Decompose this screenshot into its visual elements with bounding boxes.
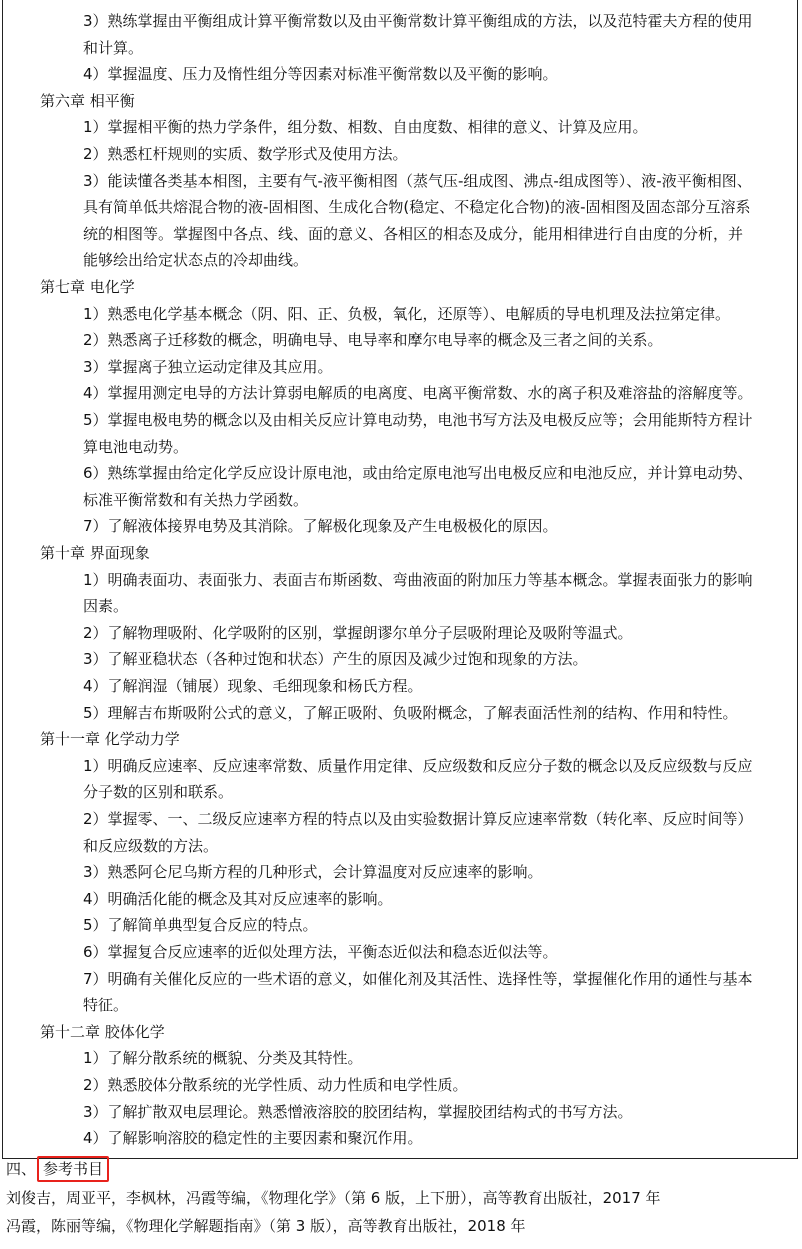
- chapter-heading: 第十章 界面现象: [40, 544, 150, 562]
- syllabus-item: 3）熟练掌握由平衡组成计算平衡常数以及由平衡常数计算平衡组成的方法，以及范特霍夫方程的使用: [83, 12, 753, 30]
- syllabus-item-continuation: 和计算。: [83, 38, 144, 57]
- syllabus-item: 4）掌握温度、压力及惰性组分等因素对标准平衡常数以及平衡的影响。: [83, 65, 558, 84]
- syllabus-item: 2）熟悉胶体分散系统的光学性质、动力性质和电学性质。: [83, 1076, 468, 1094]
- syllabus-item: 6）掌握复合反应速率的近似处理方法，平衡态近似法和稳态近似法等。: [83, 943, 558, 961]
- syllabus-item: 1）熟悉电化学基本概念（阴、阳、正、负极，氧化，还原等）、电解质的导电机理及法拉第定律。: [83, 304, 731, 323]
- syllabus-item: 1）明确表面功、表面张力、表面吉布斯函数、弯曲液面的附加压力等基本概念。掌握表面张力的影响: [83, 570, 753, 589]
- syllabus-item: 4）明确活化能的概念及其对反应速率的影响。: [83, 889, 393, 908]
- syllabus-item: 2）了解物理吸附、化学吸附的区别，掌握朗谬尔单分子层吸附理论及吸附等温式。: [83, 623, 633, 642]
- syllabus-item-continuation: 特征。: [83, 996, 129, 1015]
- syllabus-item: 3）能读懂各类基本相图，主要有气-液平衡相图（蒸气压-组成图、沸点-组成图等）、液-液平衡相图、: [83, 171, 752, 190]
- reference-item: 冯霞，陈丽等编，《物理化学解题指南》（第 3 版），高等教育出版社，2018 年: [6, 1217, 526, 1235]
- section-number: 四、: [6, 1160, 37, 1178]
- syllabus-item-continuation: 因素。: [83, 597, 129, 616]
- chapter-heading: 第十一章 化学动力学: [40, 730, 180, 749]
- syllabus-item-continuation: 能够绘出给定状态点的冷却曲线。: [83, 251, 309, 270]
- syllabus-item-continuation: 算电池电动势。: [83, 437, 189, 456]
- syllabus-item: 5）理解吉布斯吸附公式的意义，了解正吸附、负吸附概念，了解表面活性剂的结构、作用和特性。: [83, 703, 738, 722]
- syllabus-item: 1）了解分散系统的概貌、分类及其特性。: [83, 1049, 363, 1068]
- syllabus-item: 2）熟悉杠杆规则的实质、数学形式及使用方法。: [83, 145, 408, 163]
- syllabus-item-continuation: 具有简单低共熔混合物的液-固相图、生成化合物(稳定、不稳定化合物)的液-固相图及固态部分互溶系: [83, 198, 751, 217]
- syllabus-item: 6）熟练掌握由给定化学反应设计原电池，或由给定原电池写出电极反应和电池反应，并计算电动势、: [83, 464, 753, 483]
- syllabus-item: 3）掌握离子独立运动定律及其应用。: [83, 357, 333, 376]
- reference-item: 刘俊吉，周亚平，李枫林，冯霞等编，《物理化学》（第 6 版，上下册），高等教育出版社，2017 年: [6, 1189, 661, 1207]
- section-heading: [6, 1156, 109, 1183]
- chapter-heading: 第七章 电化学: [40, 278, 135, 296]
- syllabus-item: 1）掌握相平衡的热力学条件，组分数、相数、自由度数、相律的意义、计算及应用。: [83, 118, 648, 137]
- syllabus-item: 5）了解简单典型复合反应的特点。: [83, 916, 318, 935]
- section-title-highlighted: 参考书目: [37, 1156, 109, 1182]
- syllabus-item: 2）熟悉离子迁移数的概念，明确电导、电导率和摩尔电导率的概念及三者之间的关系。: [83, 331, 663, 350]
- syllabus-item: 3）熟悉阿仑尼乌斯方程的几种形式，会计算温度对反应速率的影响。: [83, 863, 543, 882]
- syllabus-item-continuation: 和反应级数的方法。: [83, 836, 219, 855]
- syllabus-item-continuation: 标准平衡常数和有关热力学函数。: [83, 490, 309, 509]
- syllabus-item: 4）了解影响溶胶的稳定性的主要因素和聚沉作用。: [83, 1129, 423, 1148]
- syllabus-item: 3）了解亚稳状态（各种过饱和状态）产生的原因及减少过饱和现象的方法。: [83, 650, 588, 669]
- syllabus-item: 5）掌握电极电势的概念以及由相关反应计算电动势，电池书写方法及电极反应等；会用能斯特方程计: [83, 411, 753, 429]
- syllabus-item-continuation: 分子数的区别和联系。: [83, 783, 234, 802]
- syllabus-item: 7）明确有关催化反应的一些术语的意义，如催化剂及其活性、选择性等，掌握催化作用的通性与基本: [83, 969, 753, 988]
- chapter-heading: 第十二章 胶体化学: [40, 1022, 165, 1041]
- syllabus-item: 3）了解扩散双电层理论。熟悉憎液溶胶的胶团结构，掌握胶团结构式的书写方法。: [83, 1102, 633, 1121]
- syllabus-item: 4）掌握用测定电导的方法计算弱电解质的电离度、电离平衡常数、水的离子积及难溶盐的溶解度等。: [83, 384, 753, 403]
- syllabus-item: 2）掌握零、一、二级反应速率方程的特点以及由实验数据计算反应速率常数（转化率、反应时间等）: [83, 810, 753, 828]
- syllabus-item: 7）了解液体接界电势及其消除。了解极化现象及产生电极极化的原因。: [83, 517, 558, 536]
- syllabus-item-continuation: 统的相图等。掌握图中各点、线、面的意义、各相区的相态及成分，能用相律进行自由度的分析，并: [83, 224, 744, 243]
- syllabus-item: 4）了解润湿（铺展）现象、毛细现象和杨氏方程。: [83, 677, 423, 695]
- chapter-heading: 第六章 相平衡: [40, 91, 135, 110]
- syllabus-item: 1）明确反应速率、反应速率常数、质量作用定律、反应级数和反应分子数的概念以及反应级数与反应: [83, 756, 753, 775]
